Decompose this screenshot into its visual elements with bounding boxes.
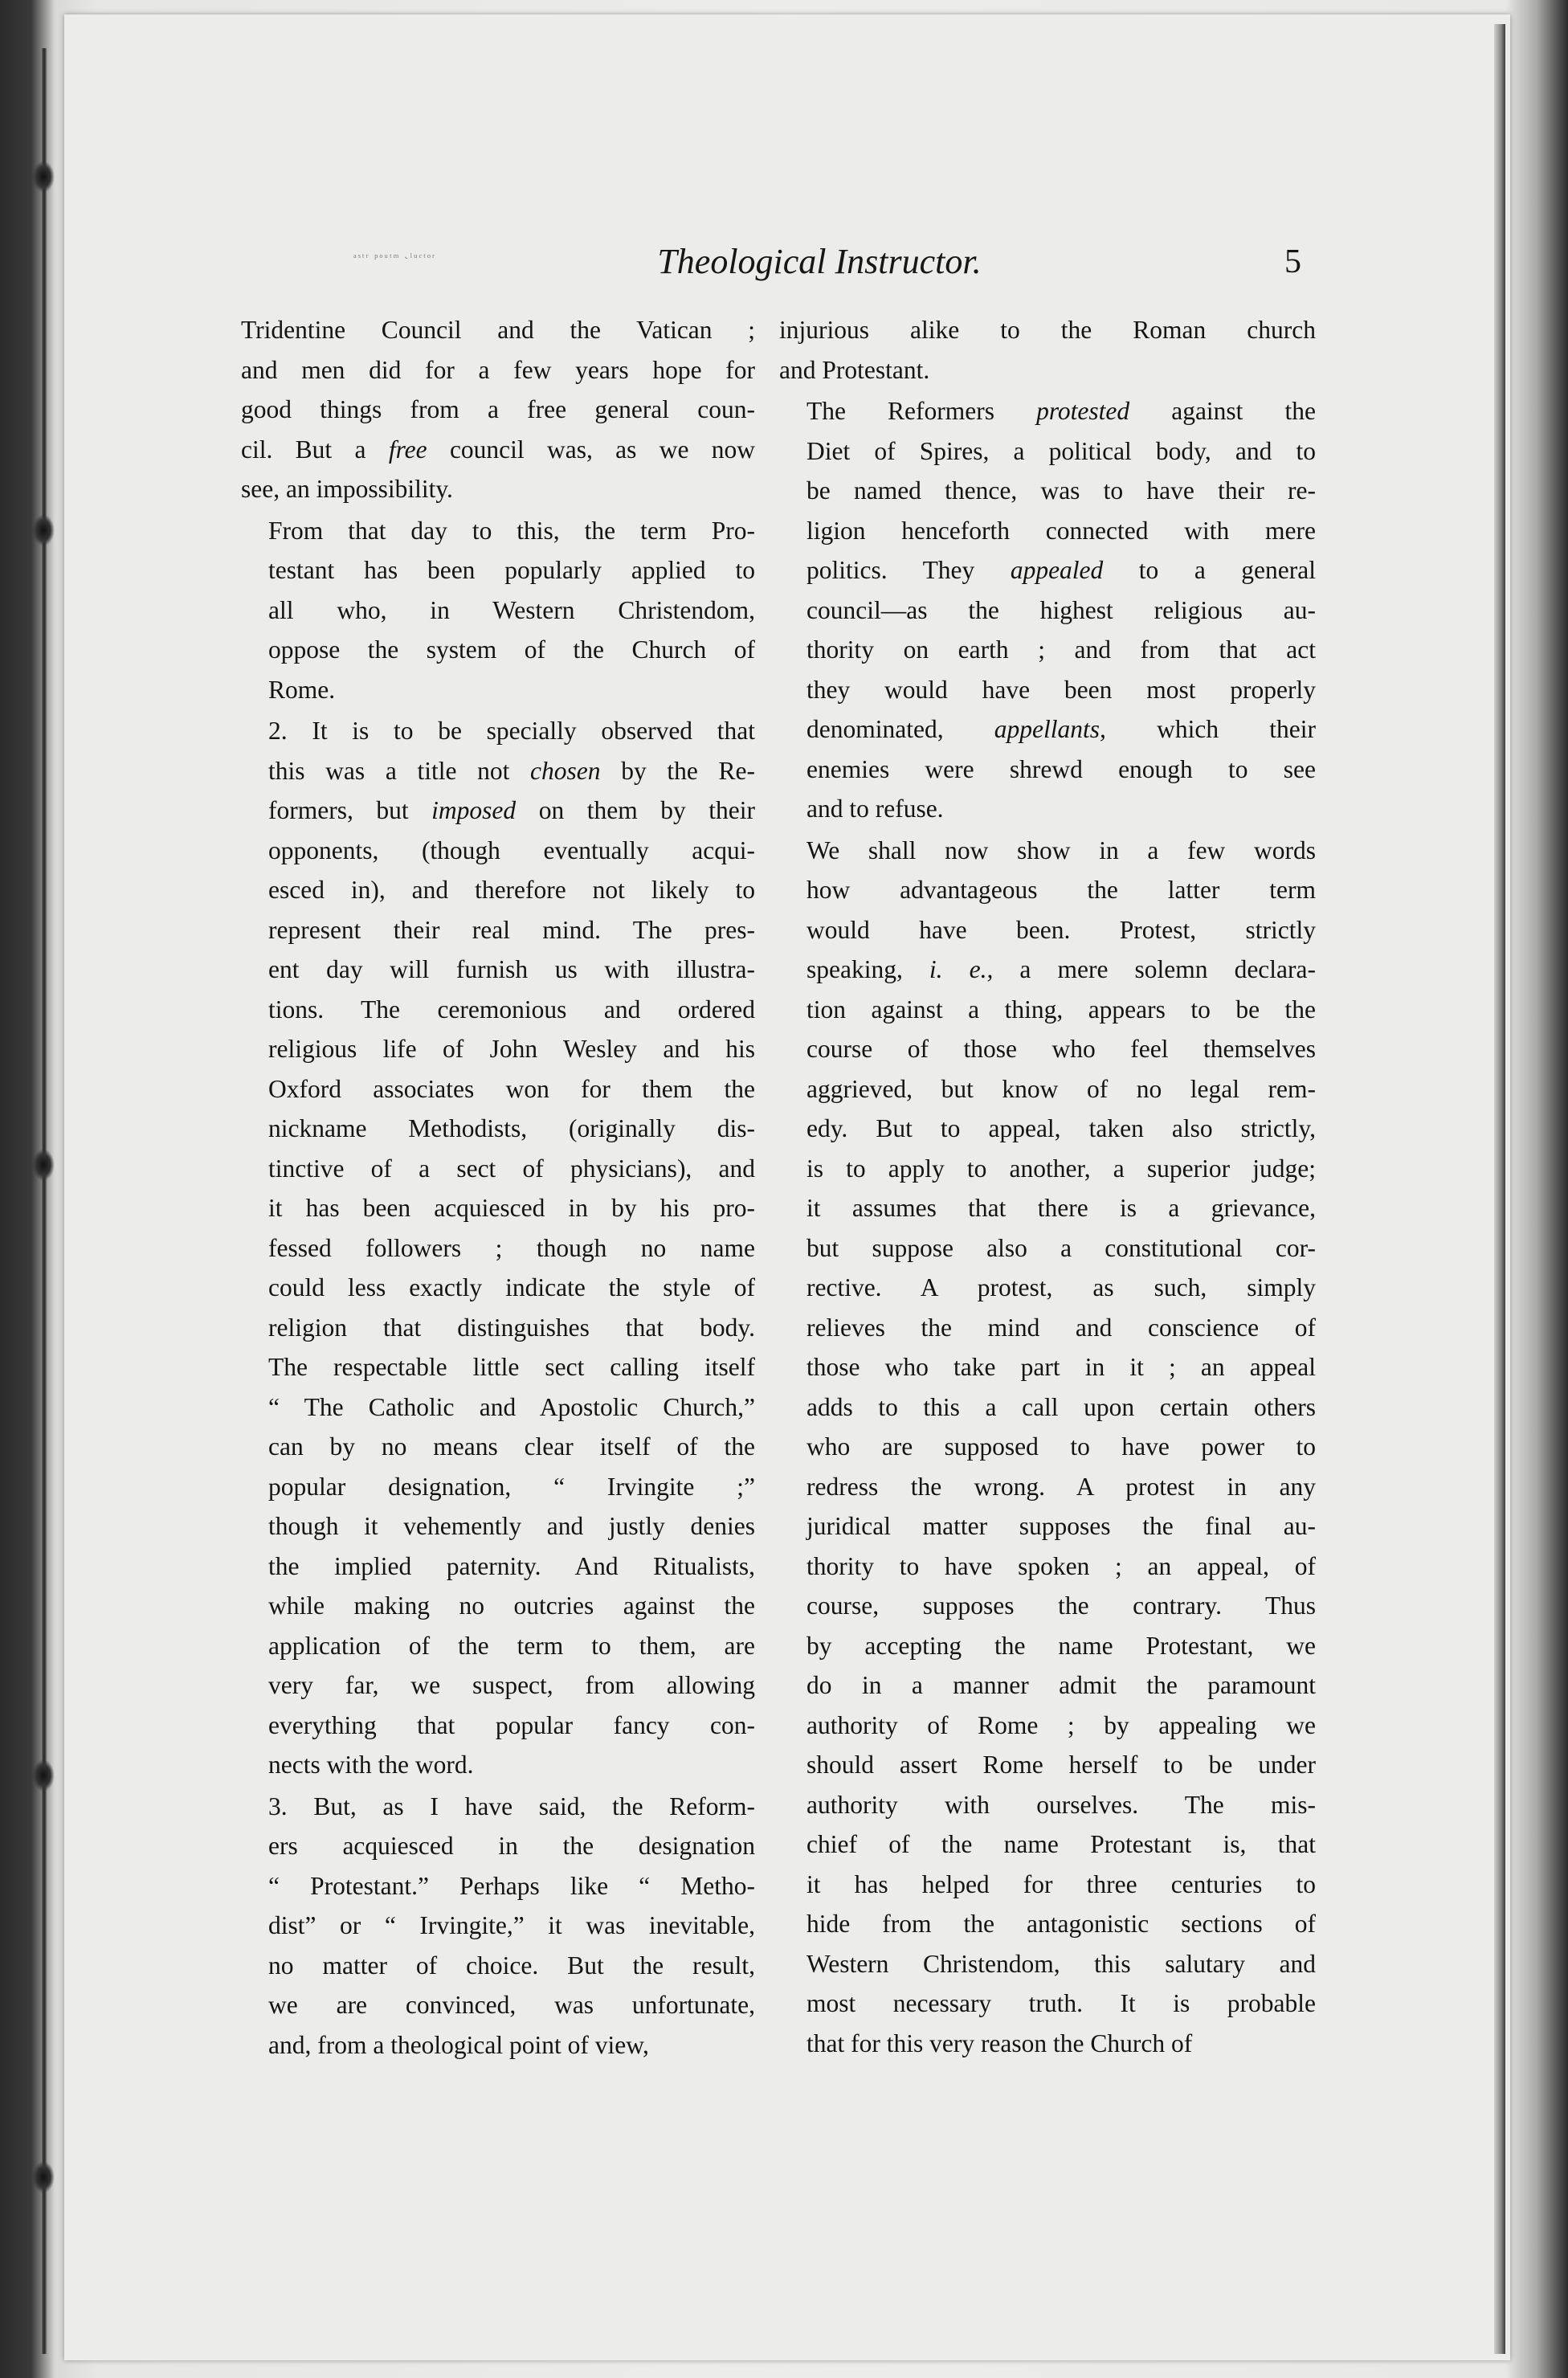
- text-line: [779, 1029, 1316, 1069]
- text-line: [241, 390, 755, 430]
- text-run: and men did for a few years hope for: [241, 355, 755, 384]
- text-line: [241, 1427, 755, 1467]
- text-line: [779, 590, 1316, 631]
- text-line: [241, 1029, 755, 1069]
- text-line: [779, 1427, 1316, 1467]
- text-run: against the: [1129, 397, 1316, 425]
- text-run: course of those who feel themselves: [806, 1035, 1316, 1063]
- text-line: [779, 1665, 1316, 1706]
- text-line: [779, 310, 1316, 350]
- text-line: [779, 750, 1316, 790]
- text-run: relieves the mind and conscience of: [806, 1313, 1316, 1342]
- text-line: [241, 990, 755, 1030]
- page-edge-shadow: [1494, 24, 1505, 2354]
- text-line: [241, 590, 755, 631]
- italic-word: chosen: [530, 756, 601, 785]
- text-line: [241, 630, 755, 670]
- text-line: [241, 1985, 755, 2025]
- text-run: nickname Methodists, (originally dis-: [268, 1114, 755, 1142]
- text-line: [779, 1109, 1316, 1149]
- text-run: dist” or “ Irvingite,” it was inevitable,: [268, 1911, 755, 1939]
- text-run: which their: [1105, 715, 1316, 743]
- text-run: “ The Catholic and Apostolic Church,”: [268, 1392, 755, 1421]
- text-line: [779, 1188, 1316, 1228]
- text-line: [779, 1865, 1316, 1905]
- text-line: [779, 870, 1316, 910]
- text-run: no matter of choice. But the result,: [268, 1951, 755, 1980]
- text-line: [779, 1467, 1316, 1507]
- text-run: is to apply to another, a superior judge;: [806, 1154, 1316, 1183]
- text-run: esced in), and therefore not likely to: [268, 876, 755, 904]
- text-line: [241, 950, 755, 990]
- paragraph: [241, 1787, 755, 2065]
- text-line: [241, 1826, 755, 1866]
- text-line: [241, 711, 755, 751]
- header-ornament: ᵃˢᵗʳ ᵖᵒᵘᵗᵐ ˞ˡᵘᶜᵗᵒʳ: [353, 252, 436, 264]
- text-run: thority on earth ; and from that act: [806, 635, 1316, 664]
- text-run: denominated,: [806, 715, 994, 743]
- text-run: be named thence, was to have their re-: [806, 476, 1316, 505]
- text-line: [779, 1944, 1316, 1984]
- text-run: The respectable little sect calling itself: [268, 1353, 755, 1381]
- text-run: thority to have spoken ; an appeal, of: [806, 1551, 1316, 1580]
- text-line: [241, 1347, 755, 1387]
- text-run: course, supposes the contrary. Thus: [806, 1591, 1316, 1620]
- text-run: “ Protestant.” Perhaps like “ Metho-: [268, 1871, 755, 1900]
- text-run: but suppose also a constitutional cor-: [806, 1233, 1316, 1262]
- text-run: would have been. Protest, strictly: [806, 915, 1316, 944]
- italic-word: appealed: [1010, 556, 1104, 584]
- text-line: [779, 1785, 1316, 1825]
- text-run: ent day will furnish us with illustra-: [268, 955, 755, 983]
- text-run: authority with ourselves. The mis-: [806, 1790, 1316, 1819]
- text-line: [779, 630, 1316, 670]
- text-run: and to refuse.: [806, 795, 944, 823]
- text-line: [241, 1467, 755, 1507]
- text-run: by accepting the name Protestant, we: [806, 1631, 1316, 1660]
- text-run: do in a manner admit the paramount: [806, 1671, 1316, 1699]
- text-line: [779, 1626, 1316, 1666]
- text-run: The Reformers: [806, 397, 1037, 425]
- text-run: enemies were shrewd enough to see: [806, 754, 1316, 783]
- text-run: most necessary truth. It is probable: [806, 1989, 1316, 2017]
- text-run: all who, in Western Christendom,: [268, 595, 755, 624]
- text-line: [779, 1547, 1316, 1587]
- text-line: [779, 2024, 1316, 2064]
- text-line: [241, 1787, 755, 1827]
- text-run: everything that popular fancy con-: [268, 1710, 755, 1739]
- text-line: [779, 1308, 1316, 1348]
- italic-word: i. e.,: [929, 955, 994, 983]
- text-run: Western Christendom, this salutary and: [806, 1949, 1316, 1978]
- text-line: [241, 1506, 755, 1547]
- text-run: religious life of John Wesley and his: [268, 1035, 755, 1063]
- text-run: that for this very reason the Church of: [806, 2029, 1193, 2057]
- text-line: [779, 391, 1316, 431]
- text-line: [779, 550, 1316, 590]
- text-line: [241, 1109, 755, 1149]
- text-run: nects with the word.: [268, 1751, 474, 1779]
- text-run: edy. But to appeal, taken also strictly,: [806, 1114, 1316, 1142]
- text-run: it has helped for three centuries to: [806, 1869, 1316, 1898]
- text-run: 2. It is to be specially observed that: [268, 717, 755, 745]
- text-run: application of the term to them, are: [268, 1631, 755, 1660]
- text-line: [779, 350, 1316, 390]
- text-run: this was a title not: [268, 756, 531, 785]
- binding-stitch-mark: [32, 1759, 55, 1792]
- text-line: [779, 789, 1316, 829]
- text-line: [779, 670, 1316, 710]
- text-line: [241, 1308, 755, 1348]
- text-run: formers, but: [268, 796, 432, 824]
- text-line: [241, 430, 755, 470]
- text-run: on them by their: [516, 796, 755, 824]
- text-run: ers acquiesced in the designation: [268, 1832, 755, 1860]
- text-line: [779, 1069, 1316, 1109]
- text-line: [779, 831, 1316, 871]
- text-run: council was, as we now: [427, 435, 756, 464]
- text-run: can by no means clear itself of the: [268, 1432, 755, 1461]
- text-line: [241, 1387, 755, 1428]
- italic-word: free: [388, 435, 427, 464]
- text-line: [779, 471, 1316, 511]
- text-line: [779, 709, 1316, 750]
- text-line: [779, 1904, 1316, 1944]
- binding-stitch-mark: [32, 2161, 55, 2193]
- text-run: cil. But a: [241, 435, 389, 464]
- text-run: the implied paternity. And Ritualists,: [268, 1551, 755, 1580]
- text-run: how advantageous the latter term: [806, 876, 1316, 904]
- binding-stitch-mark: [32, 1149, 55, 1181]
- text-run: council—as the highest religious au-: [806, 595, 1316, 624]
- left-text-column: [241, 310, 755, 2065]
- text-run: Diet of Spires, a political body, and to: [806, 436, 1316, 465]
- binding-edge: [42, 48, 47, 2354]
- text-run: Oxford associates won for them the: [268, 1074, 755, 1103]
- text-run: to a general: [1103, 556, 1316, 584]
- text-run: who are supposed to have power to: [806, 1432, 1316, 1461]
- text-run: tinctive of a sect of physicians), and: [268, 1154, 755, 1183]
- text-line: [241, 831, 755, 871]
- paragraph: [241, 310, 755, 509]
- paragraph: [779, 831, 1316, 2064]
- text-line: [241, 1586, 755, 1626]
- text-run: adds to this a call upon certain others: [806, 1392, 1316, 1421]
- text-line: [241, 670, 755, 710]
- text-run: rective. A protest, as such, simply: [806, 1273, 1316, 1301]
- text-run: Tridentine Council and the Vatican ;: [241, 316, 755, 344]
- text-run: good things from a free general coun-: [241, 395, 755, 423]
- text-run: could less exactly indicate the style of: [268, 1273, 755, 1301]
- text-line: [779, 1228, 1316, 1269]
- text-run: fessed followers ; though no name: [268, 1233, 755, 1262]
- text-line: [779, 1387, 1316, 1428]
- text-line: [779, 910, 1316, 950]
- text-run: redress the wrong. A protest in any: [806, 1472, 1316, 1501]
- text-run: see, an impossibility.: [241, 475, 453, 503]
- text-run: hide from the antagonistic sections of: [806, 1910, 1316, 1938]
- text-line: [241, 910, 755, 950]
- text-line: [241, 1149, 755, 1189]
- text-line: [241, 511, 755, 551]
- text-run: tions. The ceremonious and ordered: [268, 995, 755, 1024]
- text-line: [241, 1626, 755, 1666]
- text-run: popular designation, “ Irvingite ;”: [268, 1472, 755, 1501]
- text-line: [241, 1946, 755, 1986]
- text-run: they would have been most properly: [806, 675, 1316, 704]
- text-run: those who take part in it ; an appeal: [806, 1353, 1316, 1381]
- italic-word: imposed: [431, 796, 517, 824]
- text-line: [241, 791, 755, 831]
- binding-stitch-mark: [32, 161, 55, 193]
- text-run: and, from a theological point of view,: [268, 2030, 649, 2059]
- text-line: [241, 1188, 755, 1228]
- text-run: should assert Rome herself to be under: [806, 1751, 1316, 1779]
- text-line: [779, 1347, 1316, 1387]
- text-run: represent their real mind. The pres-: [268, 915, 755, 944]
- text-run: very far, we suspect, from allowing: [268, 1671, 755, 1699]
- text-run: it assumes that there is a grievance,: [806, 1194, 1316, 1222]
- text-run: authority of Rome ; by appealing we: [806, 1710, 1316, 1739]
- italic-word: protested: [1036, 397, 1130, 425]
- text-line: [779, 950, 1316, 990]
- running-title: Theological Instructor.: [657, 242, 982, 281]
- text-line: [241, 870, 755, 910]
- text-run: injurious alike to the Roman church: [779, 316, 1316, 344]
- text-run: by the Re-: [600, 756, 755, 785]
- text-line: [241, 1906, 755, 1946]
- text-line: [241, 1665, 755, 1706]
- text-line: [241, 1268, 755, 1308]
- text-line: [241, 550, 755, 590]
- text-line: [241, 1706, 755, 1746]
- text-line: [241, 1866, 755, 1906]
- text-run: speaking,: [806, 955, 929, 983]
- text-run: it has been acquiesced in by his pro-: [268, 1194, 755, 1222]
- text-line: [241, 1069, 755, 1109]
- text-line: [779, 1745, 1316, 1785]
- text-line: [779, 431, 1316, 472]
- text-run: From that day to this, the term Pro-: [268, 516, 755, 545]
- text-run: tion against a thing, appears to be the: [806, 995, 1316, 1024]
- text-line: [241, 1745, 755, 1785]
- binding-stitch-mark: [32, 514, 55, 546]
- text-run: and Protestant.: [779, 355, 930, 384]
- text-line: [241, 310, 755, 350]
- paragraph: [241, 511, 755, 710]
- text-line: [779, 990, 1316, 1030]
- text-run: politics. They: [806, 556, 1011, 584]
- paragraph: [779, 391, 1316, 829]
- text-run: a mere solemn declara-: [993, 955, 1316, 983]
- text-run: testant has been popularly applied to: [268, 556, 755, 584]
- text-run: opponents, (though eventually acqui-: [268, 836, 755, 864]
- text-run: though it vehemently and justly denies: [268, 1512, 755, 1540]
- right-text-column: [779, 310, 1316, 2063]
- text-line: [779, 511, 1316, 551]
- page-number: 5: [1284, 243, 1301, 280]
- text-run: oppose the system of the Church of: [268, 635, 755, 664]
- text-run: we are convinced, was unfortunate,: [268, 1991, 755, 2019]
- text-run: 3. But, as I have said, the Reform-: [268, 1792, 755, 1820]
- text-line: [241, 2025, 755, 2065]
- text-line: [779, 1149, 1316, 1189]
- text-line: [241, 751, 755, 791]
- text-run: aggrieved, but know of no legal rem-: [806, 1074, 1316, 1103]
- text-line: [779, 1586, 1316, 1626]
- text-line: [241, 1228, 755, 1269]
- text-run: while making no outcries against the: [268, 1591, 755, 1620]
- text-line: [241, 1547, 755, 1587]
- paragraph: [779, 310, 1316, 390]
- text-line: [779, 1268, 1316, 1308]
- paragraph: [241, 711, 755, 1785]
- text-line: [779, 1506, 1316, 1547]
- text-run: We shall now show in a few words: [806, 836, 1316, 864]
- text-line: [241, 469, 755, 509]
- text-line: [779, 1824, 1316, 1865]
- italic-word: appellants,: [994, 715, 1106, 743]
- text-line: [779, 1706, 1316, 1746]
- text-line: [779, 1984, 1316, 2024]
- text-run: chief of the name Protestant is, that: [806, 1830, 1316, 1858]
- text-line: [241, 350, 755, 390]
- text-run: religion that distinguishes that body.: [268, 1313, 755, 1342]
- text-run: Rome.: [268, 675, 336, 704]
- text-run: juridical matter supposes the final au-: [806, 1512, 1316, 1540]
- running-header: [241, 238, 1301, 294]
- text-run: ligion henceforth connected with mere: [806, 516, 1316, 545]
